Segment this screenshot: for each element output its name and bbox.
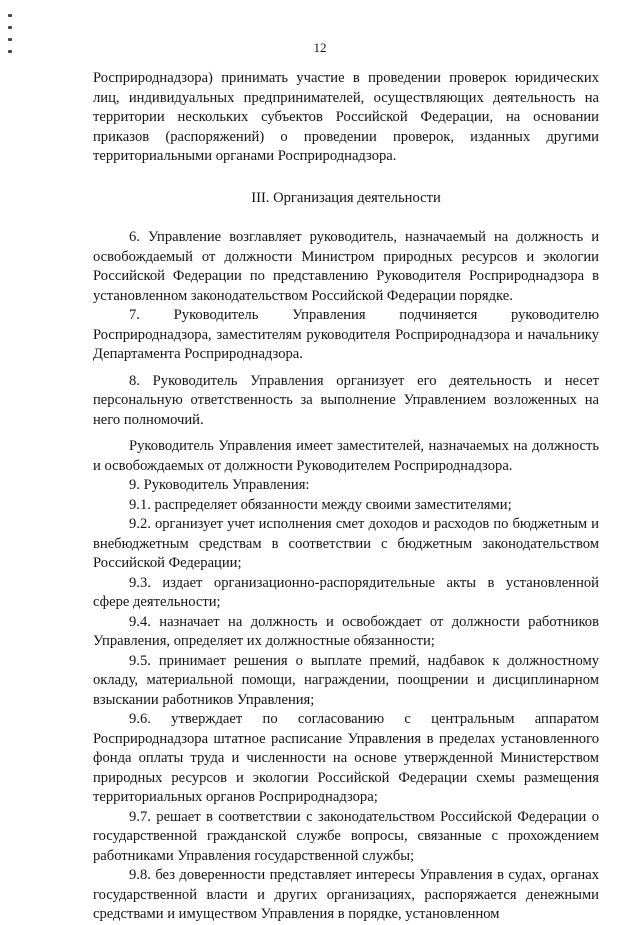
paragraph-9-1: 9.1. распределяет обязанности между своими заместителями; — [129, 496, 512, 513]
paragraph-9-6: 9.6. утверждает по согласованию с центральным аппаратом Росприроднадзора штатное расписание Управления в пределах установленного фонда оплаты труда и численности на основе утвержденной Министерством природных ресурсов и экологии Российской Федерации схемы размещения территориальных органов Росприроднадзора; — [93, 711, 599, 805]
paragraph-9-7: 9.7. решает в соответствии с законодательством Российской Федерации о государственной гражданской службе вопросы, связанные с прохождением работниками Управления государственной службы; — [93, 808, 599, 864]
page-number: 12 — [313, 40, 327, 55]
paragraph-9: 9. Руководитель Управления: — [129, 477, 310, 493]
document-body — [93, 69, 599, 925]
paragraph-continuation: Росприроднадзора) принимать участие в проведении проверок юридических лиц, индивидуальных предпринимателей, осуществляющих деятельность на территории нескольких субъектов Российской Федерации, на основании приказов (распоряжений) о проведении проверок, изданных другими территориальными органами Росприроднадзора. — [93, 70, 599, 164]
paragraph-9-3: 9.3. издает организационно-распорядительные акты в установленной сфере деятельности; — [93, 574, 599, 610]
paragraph-9-8: 9.8. без доверенности представляет интересы Управления в судах, органах государственной власти и других организациях, распоряжается денежными средствами и имуществом Управления в порядке, установленном — [93, 867, 599, 922]
section-heading: III. Организация деятельности — [251, 189, 441, 206]
paragraph-9-5: 9.5. принимает решения о выплате премий, надбавок к должностному окладу, материальной помощи, награждении, поощрении и дисциплинарном взыскании работников Управления; — [93, 652, 599, 708]
paragraph-8: 8. Руководитель Управления организует его деятельность и несет персональную ответственность за выполнение Управлением возложенных на него полномочий. — [93, 372, 599, 428]
scan-mark — [8, 26, 12, 29]
paragraph-9-2: 9.2. организует учет исполнения смет доходов и расходов по бюджетным и внебюджетным средствам в соответствии с бюджетным законодательством Российской Федерации; — [93, 516, 599, 571]
scan-mark — [8, 14, 12, 17]
paragraph-6: 6. Управление возглавляет руководитель, назначаемый на должность и освобождаемый от должности Министром природных ресурсов и экологии Российской Федерации по представлению Руководителя Росприроднадзора в установленном законодательством Российской Федерации порядке. — [93, 229, 599, 304]
paragraph-7: 7. Руководитель Управления подчиняется руководителю Росприроднадзора, заместителям руководителя Росприроднадзора и начальнику Департамента Росприроднадзора. — [93, 307, 599, 362]
paragraph-deputies: Руководитель Управления имеет заместителей, назначаемых на должность и освобождаемых от должности Руководителем Росприроднадзора. — [93, 438, 599, 474]
paragraph-9-4: 9.4. назначает на должность и освобождает от должности работников Управления, определяет их должностные обязанности; — [93, 613, 599, 649]
